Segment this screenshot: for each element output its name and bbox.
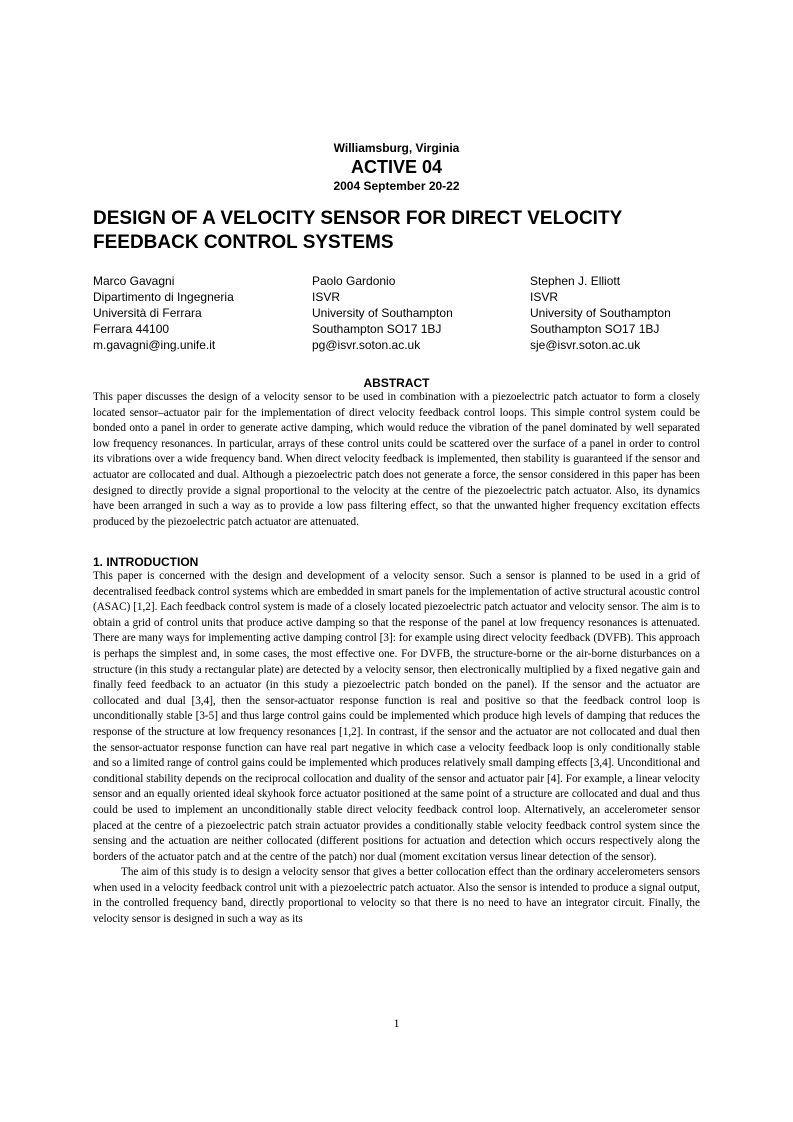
conference-name: ACTIVE 04 [350, 157, 443, 177]
introduction-paragraph-1: This paper is concerned with the design and development of a velocity sensor. Such a sensor is planned to be used in a grid of decentralised feedback control systems which are embedded in smart panels for the implementation of active structural acoustic control (ASAC) [1,2]. Each feedback control system is made of a closely located piezoelectric patch actuator and velocity sensor. The aim is to obtain a grid of control units that produce active damping so that the response of the panel at low frequency resonances is attenuated. There are many ways for implementing active damping control [3]: for example using direct velocity feedback (DVFB). This approach is perhaps the simplest and, in some cases, the most effective one. For DVFB, the structure-borne or the air-borne disturbances on a structure (in this study a rectangular plate) are detected by a velocity sensor, then electronically multiplied by a fixed negative gain and finally feed feedback to an actuator (in this study a piezoelectric patch bonded on the panel). If the sensor and the actuator are collocated and dual [3,4], then the sensor-actuator response function is real and positive so that the feedback control loop is unconditionally stable [3-5] and thus large control gains could be implemented which produce high levels of damping that reduces the response of the structure at low frequency resonances [1,2]. In contrast, if the sensor and the actuator are not collocated and dual then the sensor-actuator response function can have real part negative in which case a velocity feedback loop is only conditionally stable and so a limited range of control gains could be implemented which produces relatively small damping effects [3,4]. Unconditional and conditional stability depends on the reciprocal collocation and duality of the sensor and actuator pair [4]. For example, a linear velocity sensor and an equally oriented ideal skyhook force actuator positioned at the same point of a structure are collocated and dual and thus could be used to implement an unconditionally stable direct velocity feedback control loop. Alternatively, an accelerometer sensor placed at the centre of a piezoelectric patch strain actuator provides a conditionally stable velocity feedback control system since the sensing and the actuation are neither collocated (different positions for actuation and detection which occurs respectively along the borders of the actuator patch and at the centre of the patch) nor dual (moment excitation versus linear detection of the sensor). [93, 570, 700, 863]
section-heading-introduction: 1. INTRODUCTION [93, 555, 199, 569]
conference-date: 2004 September 20-22 [333, 179, 460, 193]
author-name: Stephen J. Elliott [530, 274, 621, 288]
author-email: pg@isvr.soton.ac.uk [312, 338, 421, 352]
author-address: Southampton SO17 1BJ [312, 322, 442, 336]
author-2 [312, 273, 453, 353]
author-block [93, 273, 713, 353]
conference-place: Williamsburg, Virginia [333, 141, 460, 155]
abstract-text: This paper discusses the design of a velocity sensor to be used in combination with a piezoelectric patch actuator to form a closely located sensor–actuator pair for the implementation of direct velocity feedback control loops. This simple control system could be bonded onto a panel in order to generate active damping, which would reduce the vibration of the panel dominated by well separated low frequency resonances. In particular, arrays of these control units could be scattered over the surface of a panel in order to control its vibrations over a wide frequency band. When direct velocity feedback is implemented, then stability is guaranteed if the sensor and actuator are collocated and dual. Although a piezoelectric patch does not generate a force, the sensor considered in this paper has been designed to directly provide a signal proportional to the velocity at the centre of the piezoelectric patch actuator. Also, its dynamics have been arranged in such a way as to provide a low pass filtering effect, so that the unwanted higher frequency excitation effects produced by the piezoelectric patch actuator are attenuated. [93, 391, 700, 528]
author-email: sje@isvr.soton.ac.uk [530, 338, 641, 352]
abstract-heading: ABSTRACT [363, 376, 430, 390]
author-name: Marco Gavagni [93, 274, 175, 288]
author-1 [93, 273, 234, 353]
author-department: Dipartimento di Ingegneria [93, 290, 234, 304]
author-institution: University of Southampton [312, 306, 453, 320]
author-3 [530, 273, 671, 353]
introduction-paragraph-2: The aim of this study is to design a velocity sensor that gives a better collocation effect than the ordinary accelerometers sensors when used in a velocity feedback control unit with a piezoelectric patch actuator. Also the sensor is intended to produce a signal output, in the controlled frequency band, directly proportional to velocity so that there is no need to have an integrator circuit. Finally, the velocity sensor is designed in such a way as its [93, 866, 700, 926]
author-institution: University of Southampton [530, 306, 671, 320]
author-email: m.gavagni@ing.unife.it [93, 338, 216, 352]
paper-title: DESIGN OF A VELOCITY SENSOR FOR DIRECT VELOCITY FEEDBACK CONTROL SYSTEMS [93, 208, 622, 253]
author-name: Paolo Gardonio [312, 274, 396, 288]
author-address: Southampton SO17 1BJ [530, 322, 660, 336]
author-department: ISVR [530, 290, 559, 304]
author-address: Ferrara 44100 [93, 322, 170, 336]
author-institution: Università di Ferrara [93, 306, 202, 320]
page-number: 1 [393, 1016, 400, 1030]
introduction-body [93, 569, 700, 928]
author-department: ISVR [312, 290, 341, 304]
